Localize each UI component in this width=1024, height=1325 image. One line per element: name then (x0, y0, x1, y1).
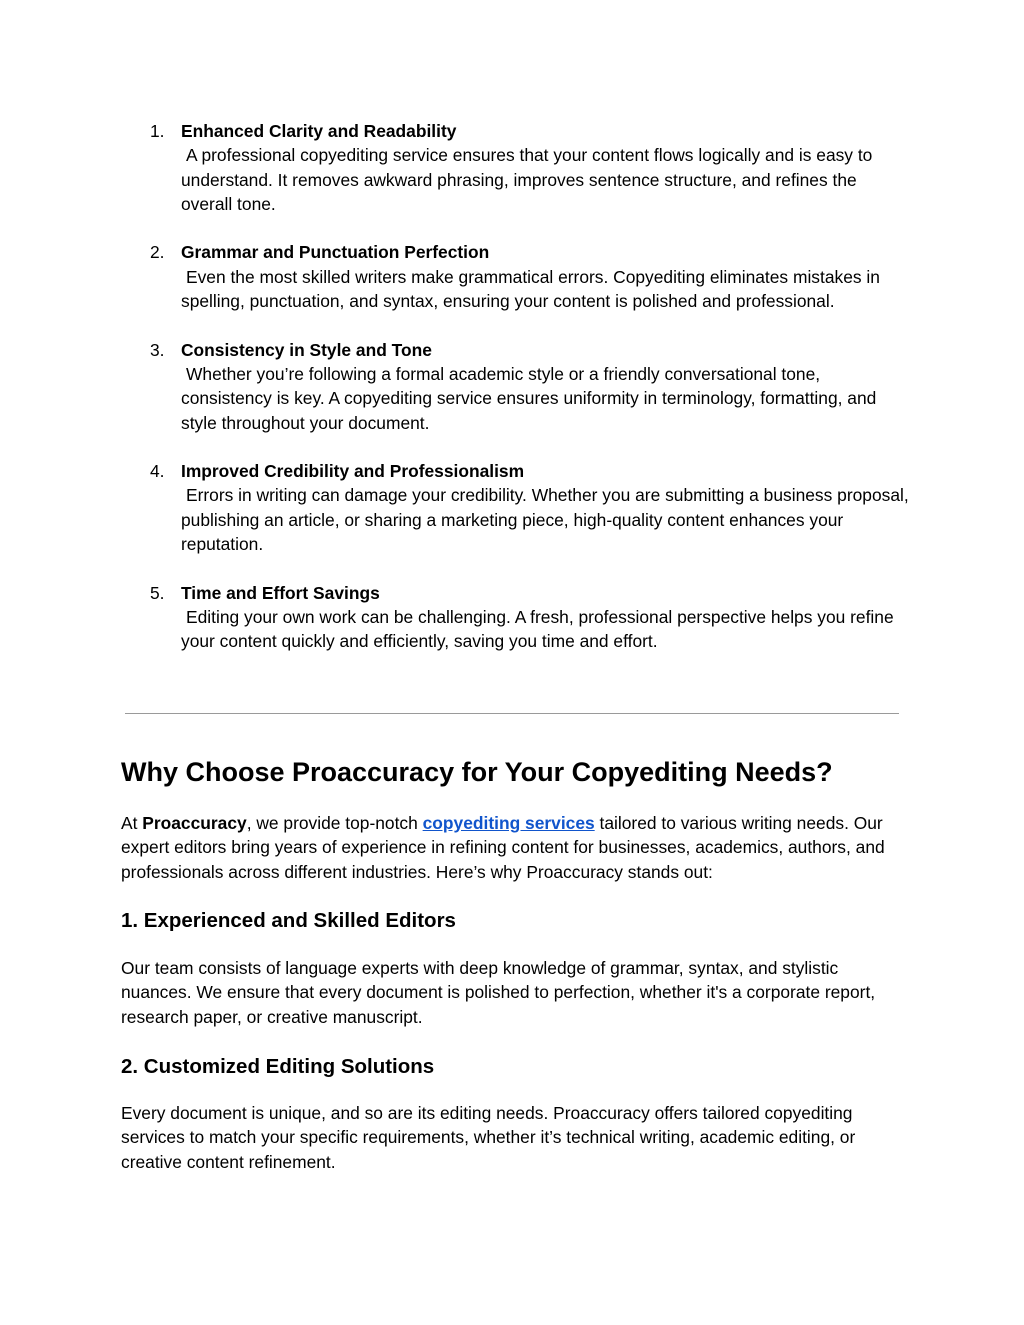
list-item (0, 119, 911, 216)
list-item-text: Even the most skilled writers make grammatical errors. Copyediting eliminates mistakes in spelling, punctuation, and syntax, ensuring your content is polished and professional. (181, 266, 880, 312)
list-item (0, 240, 911, 313)
list-item-title: Grammar and Punctuation Perfection (181, 242, 490, 263)
list-item-title: Enhanced Clarity and Readability (181, 121, 457, 141)
section-heading: Why Choose Proaccuracy for Your Copyediting Needs? (121, 757, 833, 787)
benefits-list (0, 119, 1024, 678)
list-item-number: 4. (150, 461, 165, 482)
intro-text-before: At (121, 813, 143, 833)
subsection-paragraph-customized-solutions: Every document is unique, and so are its editing needs. Proaccuracy offers tailored copyediting services to match your specific requirements, whether it’s technical writing, academic editing, or creative content refinement. (121, 1103, 856, 1172)
list-item-number: 1. (150, 121, 165, 141)
list-item-title: Time and Effort Savings (181, 582, 380, 603)
brand-name: Proaccuracy (142, 813, 247, 833)
list-item-text: Errors in writing can damage your credibility. Whether you are submitting a business proposal, publishing an article, or sharing a marketing piece, high-quality content enhances your reputation. (181, 485, 909, 555)
list-item-number: 5. (150, 582, 165, 603)
list-item-text: Editing your own work can be challenging. A fresh, professional perspective helps you refine your content quickly and efficiently, saving you time and effort. (181, 606, 894, 652)
list-item-number: 2. (150, 242, 165, 263)
horizontal-divider (125, 713, 899, 714)
subsection-heading-experienced-editors: 1. Experienced and Skilled Editors (121, 909, 456, 932)
list-item-number: 3. (150, 339, 165, 360)
copyediting-services-link[interactable]: copyediting services (422, 813, 595, 833)
intro-paragraph (121, 811, 906, 884)
intro-text-after: tailored to various writing needs. Our expert editors bring years of experience in refining content for businesses, academics, authors, and professionals across different industries. Here’s why Proaccuracy stands out: (121, 813, 885, 882)
list-item-text: Whether you’re following a formal academic style or a friendly conversational tone, consistency is key. A copyediting service ensures uniformity in terminology, formatting, and style throughout your document. (181, 363, 877, 433)
list-item-title: Improved Credibility and Professionalism (181, 461, 525, 482)
list-item (0, 581, 911, 654)
subsection-heading-customized-solutions: 2. Customized Editing Solutions (121, 1055, 435, 1078)
list-item (0, 338, 911, 435)
intro-text-middle: , we provide top-notch (246, 813, 423, 833)
list-item-title: Consistency in Style and Tone (181, 339, 432, 360)
list-item (0, 459, 911, 556)
list-item-text: A professional copyediting service ensures that your content flows logically and is easy to understand. It removes awkward phrasing, improves sentence structure, and refines the overall tone. (181, 145, 873, 214)
subsection-paragraph-experienced-editors: Our team consists of language experts with deep knowledge of grammar, syntax, and stylistic nuances. We ensure that every document is polished to perfection, whether it's a corporate report, research paper, or creative manuscript. (121, 958, 876, 1027)
